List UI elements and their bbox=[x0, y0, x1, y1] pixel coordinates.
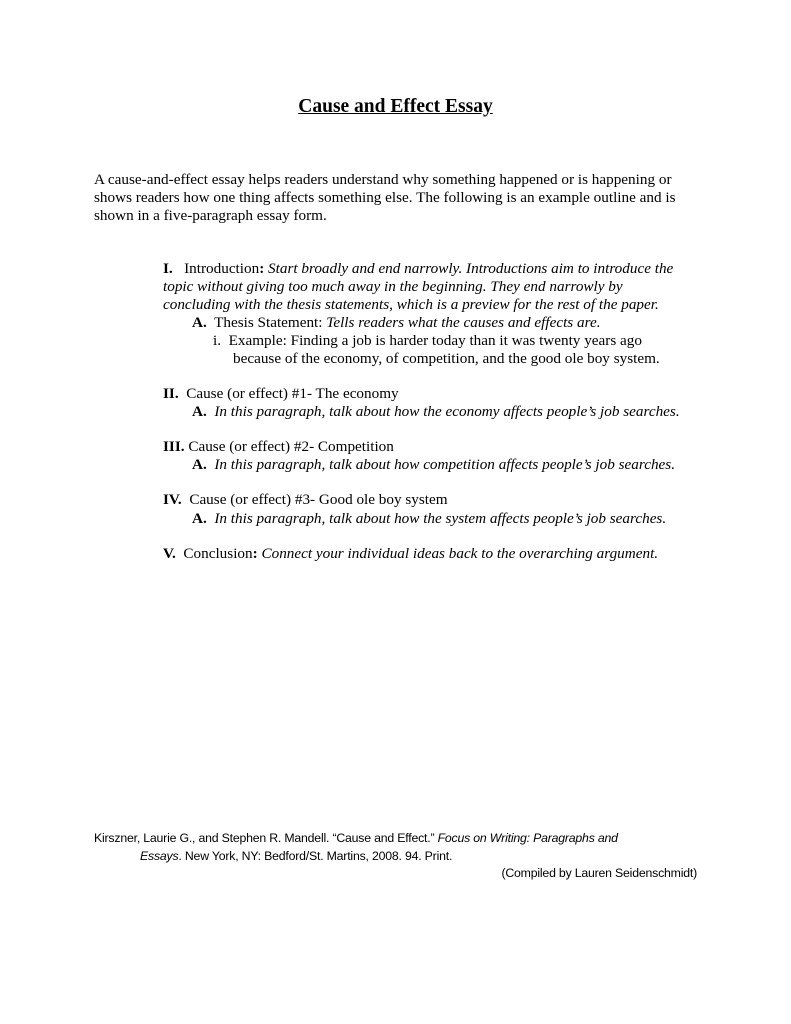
citation-line-1 bbox=[94, 829, 618, 847]
outline-subitem bbox=[192, 403, 680, 421]
outline-subitem bbox=[192, 510, 666, 528]
intro-line-3: shown in a five-paragraph essay form. bbox=[94, 207, 327, 224]
outline-label: Conclusion bbox=[183, 545, 253, 562]
outline-item-conclusion bbox=[163, 545, 658, 563]
outline-text: concluding with the thesis statements, which is a preview for the rest of the paper. bbox=[163, 296, 659, 313]
outline-text: In this paragraph, talk about how the system affects people’s job searches. bbox=[214, 510, 667, 527]
outline-number: i. bbox=[213, 332, 222, 349]
outline-label: Cause (or effect) #2- Competition bbox=[188, 438, 394, 455]
outline-number: A. bbox=[192, 314, 207, 331]
outline-text-line bbox=[163, 278, 623, 296]
outline-label: Thesis Statement: bbox=[214, 314, 327, 331]
outline-number: II. bbox=[163, 385, 179, 402]
outline-text: Connect your individual ideas back to the overarching argument. bbox=[261, 545, 659, 562]
colon: : bbox=[259, 260, 265, 277]
outline-item-cause-2 bbox=[163, 438, 394, 456]
outline-label: Cause (or effect) #1- The economy bbox=[186, 385, 399, 402]
citation-book-title: Focus on Writing: Paragraphs and bbox=[437, 831, 618, 845]
outline-number: A. bbox=[192, 403, 207, 420]
outline-text: In this paragraph, talk about how competition affects people’s job searches. bbox=[214, 456, 676, 473]
outline-number: I. bbox=[163, 260, 173, 277]
outline-number: V. bbox=[163, 545, 176, 562]
outline-text-line bbox=[163, 296, 659, 314]
outline-number: A. bbox=[192, 456, 207, 473]
outline-text: Start broadly and end narrowly. Introductions aim to introduce the bbox=[268, 260, 674, 277]
outline-text: topic without giving too much away in the beginning. They end narrowly by bbox=[163, 278, 623, 295]
citation-book-title: Essays bbox=[140, 849, 179, 863]
citation-text: . New York, NY: Bedford/St. Martins, 2008. 94. Print. bbox=[178, 849, 453, 863]
outline-text: Tells readers what the causes and effects are. bbox=[326, 314, 601, 331]
compiled-by: (Compiled by Lauren Seidenschmidt) bbox=[501, 866, 697, 880]
page-title: Cause and Effect Essay bbox=[298, 96, 493, 117]
outline-item-cause-3 bbox=[163, 491, 448, 509]
outline-label: Introduction bbox=[184, 260, 260, 277]
outline-item-cause-1 bbox=[163, 385, 399, 403]
citation-text: Kirszner, Laurie G., and Stephen R. Mandell. “Cause and Effect.” bbox=[94, 831, 438, 845]
outline-subsubitem-example bbox=[213, 332, 642, 350]
outline-text: In this paragraph, talk about how the economy affects people’s job searches. bbox=[214, 403, 680, 420]
outline-number: IV. bbox=[163, 491, 182, 508]
outline-subitem-thesis bbox=[192, 314, 601, 332]
outline-text: Example: Finding a job is harder today than it was twenty years ago bbox=[228, 332, 642, 349]
outline-number: III. bbox=[163, 438, 185, 455]
intro-line-2: shows readers how one thing affects something else. The following is an example outline and is bbox=[94, 189, 676, 206]
citation-line-2 bbox=[140, 847, 452, 865]
outline-subitem bbox=[192, 456, 675, 474]
outline-label: Cause (or effect) #3- Good ole boy system bbox=[189, 491, 448, 508]
outline-text-line: because of the economy, of competition, and the good ole boy system. bbox=[233, 350, 660, 367]
intro-line-1: A cause-and-effect essay helps readers understand why something happened or is happening or bbox=[94, 171, 672, 188]
outline-item-introduction bbox=[163, 260, 673, 278]
colon: : bbox=[252, 545, 258, 562]
outline-number: A. bbox=[192, 510, 207, 527]
